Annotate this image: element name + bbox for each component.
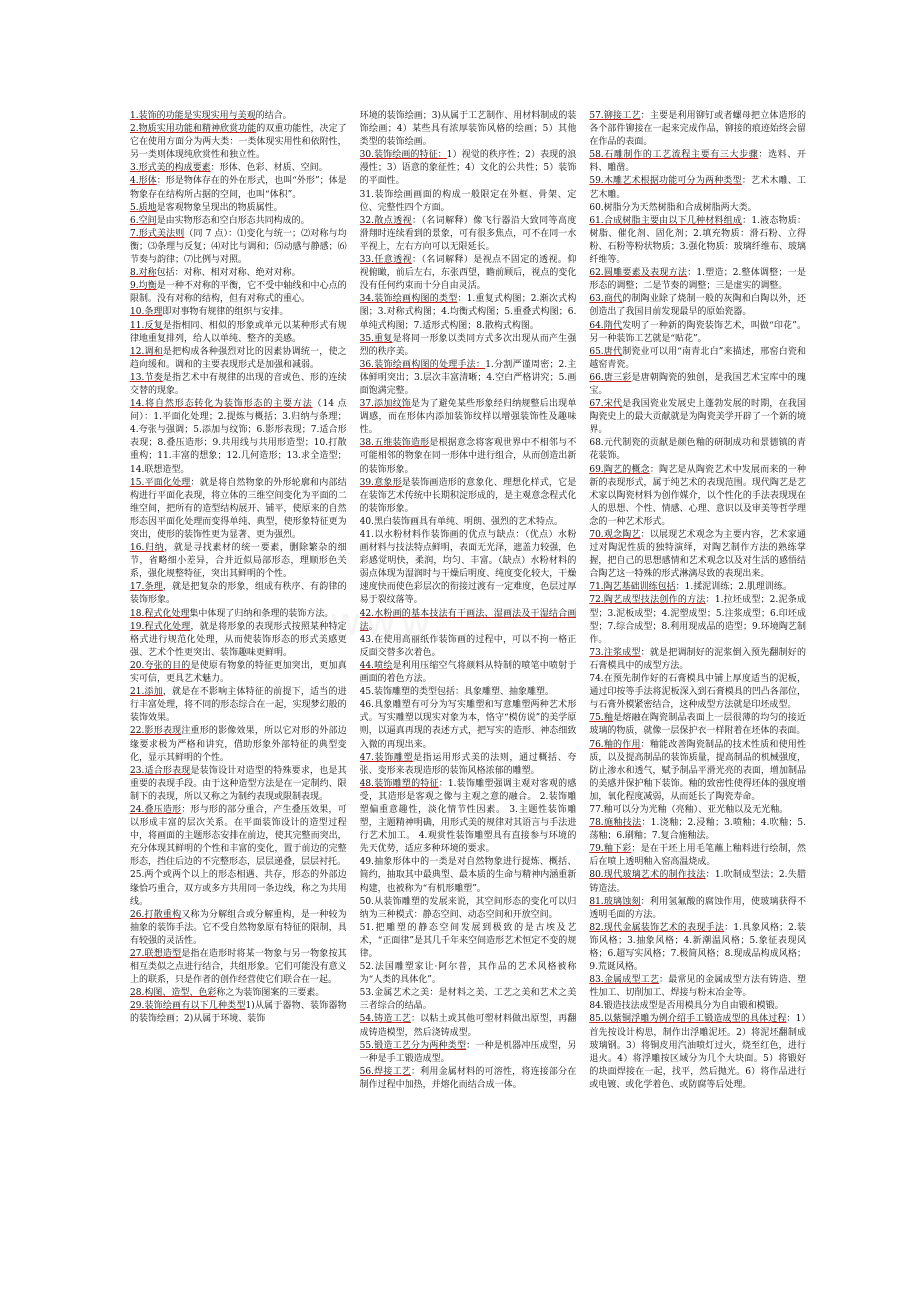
paragraph-heading: 13.节奏 [130,372,163,383]
paragraph-heading: 10.条理 [130,307,163,318]
paragraph [589,1000,806,1013]
paragraph-heading: 42.水粉画的基本技法有干画法、湿画法及干湿结合画法 [359,608,577,632]
paragraph [130,869,347,908]
paragraph [360,398,577,437]
paragraph [360,987,577,1013]
paragraph [360,293,577,332]
paragraph-text: 环境的装饰绘画；3)从属于工艺制作、用材料制成的装饰绘画；4）某些具有浓厚装饰风格的绘画；5）其他类型的装饰绘画。 [359,111,577,148]
paragraph-text: 是根据意念将客观世界中不相邻与不可能相邻的物象在同一形体中进行组合，从而创造出新的装饰形象。 [359,438,577,475]
paragraph-text: 是装饰画造形的意象化、理想化样式，它是在装饰艺术传统中长期积淀形成的，是主观意念程式化的装饰形象。 [359,477,577,514]
paragraph [589,974,806,1000]
paragraph-heading: 17.条理 [130,582,163,593]
paragraph [130,346,347,372]
paragraph-heading: 47.装饰雕塑 [359,752,414,763]
paragraph-text: （14 点 问）：1.平面化处理；2.提炼与概括；3.归纳与条理；4.夸张与强调；5.添加与纹饰；6.影形表现；7.适合形表现；8.叠压造形；9.共用线与共用形造型；10.打散重构；11.丰富的想象；12.几何造形；13.求全造型；14.联想造型。 [130,399,347,475]
paragraph-text: 包括：对称、相对对称、绝对对称。 [156,268,301,279]
paragraph-heading: 9.均衡 [130,281,157,292]
paragraph-text: 是装饰设计对造型的特殊要求，也是其重要的表现手段。由于这种造型方法是在一定制约、限制下的表现，所以又称之为制约表现或限制表现。 [130,765,347,802]
text-column-left [130,110,347,1260]
paragraph-text: 是一种不对称的平衡，它不受中轴线和中心点的限制。没有对称的结构，但有对称式的重心。 [130,281,347,305]
paragraph-heading: 22.影形表现 [130,726,182,737]
paragraph [130,660,347,686]
paragraph-heading: 18.程式化处理 [130,608,190,619]
paragraph [360,778,577,857]
paragraph-text: 是利用压缩空气将颜料从特制的喷笔中喷射于画面的着色方法。 [359,660,577,685]
paragraph [589,594,806,646]
paragraph-heading: 28.构图、造型、色彩 [130,988,217,999]
paragraph-text: 51.把雕塑的静态空间发展到极致的是古埃及艺术，“正面律”是其几千年来空间造形艺术恒定不变的规律。 [359,922,577,959]
paragraph-text: 是唐朝陶瓷的独创，是我国艺术宝库中的瑰宝。 [589,372,806,396]
paragraph-heading: 23.适合形表现 [130,765,191,776]
paragraph [130,320,347,346]
paragraph [130,306,347,319]
paragraph-text: （同 7 点）：⑴变化与统一；⑵对称与均衡；⑶条理与反复；⑷对比与调和；⑸动感与静感；⑹节奏与韵律；⑺比例与对照。 [130,228,347,266]
paragraph-heading: 27.联想造型 [130,949,182,959]
paragraph-text: 集中体现了归纳和条理的装饰方法。 [189,608,334,619]
paragraph-heading: 79.釉下彩 [589,844,632,855]
paragraph-heading: 11.反复 [130,320,163,331]
paragraph [360,149,577,188]
paragraph-text: 是客观物象呈现出的物质属性。 [156,202,283,213]
paragraph [360,529,577,608]
paragraph [589,110,806,149]
paragraph-text: ：最常见的金属成型方法有铸造、塑性加工、切削加工、焊接与粉末冶金等。 [589,975,806,999]
paragraph-text: ：就是把调制好的泥浆倒入预先翻制好的石膏模具中的成型方法。 [589,647,807,671]
paragraph [589,804,806,817]
paragraph [130,804,347,869]
paragraph-text: 发明了一种新的陶瓷装饰艺术，叫做“印花”。另一种装饰工艺就是“贴花”。 [589,320,806,344]
paragraph-text: 77.釉可以分为光釉（亮釉）、亚光釉以及无光釉。 [589,804,789,815]
paragraph-text: ：利用氢氟酸的腐蚀作用，使玻璃获得不透明毛面的方法。 [589,896,807,920]
paragraph [360,922,577,961]
paragraph-heading: 39.意象形 [359,477,402,488]
paragraph [589,581,806,594]
paragraph-heading: 35.重复 [359,333,393,344]
paragraph-text: 50.从装饰雕塑的发展来说，其空间形态的变化可以归纳为三种模式：静态空间、动态空间和开放空间。 [359,896,577,920]
paragraph [130,725,347,764]
paragraph-text: ：就是将自然物象的外形轮廓和内部结构进行平面化表现，将立体的三维空间变化为平面的二维空间，把所有的造型结构展开、铺平，使原来的自然形态因平面化处理而变得单纯、典型，使形象特征更为突出，使形的装饰性更为显著、更为强烈。 [130,477,347,540]
text-column-right [589,110,806,1260]
paragraph [589,372,806,398]
paragraph [589,293,806,319]
paragraph-text: ：（名词解释）是视点不固定的透视。仰视俯瞰，前后左右，东张西望，瞻前顾后，视点的变化没有任何约束而十分自由灵活。 [359,255,577,292]
paragraph-heading: 21.添加 [130,687,163,698]
paragraph-text: ：1.液态物质：树脂、催化剂、固化剂；2.填充物质：滑石粉、立得粉、石粉等粉状物质；3.强化物质：玻璃纤维布、玻璃纤维等。 [589,215,807,266]
paragraph-heading: 81.玻璃蚀刻 [589,896,641,907]
paragraph [130,765,347,804]
paragraph [130,1000,347,1026]
paragraph-heading: 63.商代 [589,294,623,305]
paragraph [360,1040,577,1066]
paragraph [130,110,347,123]
paragraph [130,372,347,398]
paragraph [360,856,577,895]
paragraph-heading: 1.装饰的功能是实现实用与美观 [130,111,256,121]
paragraph [130,202,347,215]
paragraph [589,464,806,529]
paragraph-text: ，就是将形象的表现形式按照某种特定格式进行规范化处理，从而使装饰形态的形式美感更强、艺术个性更突出、装饰趣味更鲜明。 [130,621,347,658]
paragraph [130,215,347,228]
paragraph-text: 。 [368,621,378,632]
paragraph [360,608,577,634]
paragraph-text: ：形与形的部分重合，产生叠压效果，可以形成丰富的层次关系。在平面装饰设计的造型过程中，将画面的主题形态安排在前边，使其完整而突出，充分体现其鲜明的个性和丰富的变化，置于前边的完整形态，挡住后边的不完整形态，层层递叠，层层衬托。 [130,804,347,868]
paragraph-heading: 29.装饰绘画有以下几种类型 [130,1001,246,1012]
paragraph-text: 41.以水粉材料作装饰画的优点与缺点：（优点）水粉画材料与技法特点鲜明，表面无光泽，遮盖力较强，色彩感觉明快，柔润，均匀、丰富。（缺点）水粉材料的弱点体现为湿润时与干燥后明度、纯度变化较大，干燥速度快而使色彩层次的衔接过渡有一定难度，色层过厚易于裂纹落等。 [359,530,577,606]
paragraph-text: ：艺术木雕、工艺木雕。 [589,176,806,200]
paragraph-text: 是指运用形式美的法则，通过概括、夸张、变形来表现造形的装饰风格浓郁的雕塑。 [359,752,577,776]
paragraph-heading: 8.对称 [130,268,157,279]
paragraph-heading: 4.形体 [130,176,157,187]
paragraph [130,398,347,477]
paragraph [589,346,806,372]
paragraph-text: 称之为装饰图案的三要素。 [216,988,325,999]
paragraph [589,437,806,463]
paragraph [130,948,347,987]
paragraph-heading: 6.空间 [130,215,157,226]
paragraph-heading: 36.装饰绘画构图的处理手法： [359,359,486,370]
paragraph-text: ：1.具象风格；2.装饰风格；3.抽象风格；4.新潮温风格；5.象征表现风格；6.超写实风格；7.极简风格；8.现成品构成风格；9.荒诞风格。 [589,922,807,973]
paragraph-text: ：利用金属材料的可溶性，将连接部分在制作过程中加热，并熔化而结合成一体。 [359,1066,577,1090]
paragraph [130,162,347,175]
paragraph-text: ：（名词解释）像飞行器沿大致同等高度滑翔时连续看到的景象，可有很多焦点，可不在同一水平视上，左右方向可以无限延长。 [359,215,577,252]
paragraph-heading: 2.物质实用功能和精神欣赏功能 [130,124,257,135]
paragraph-heading: 69.陶艺的概念 [589,464,650,475]
paragraph-heading: 67.宋代 [589,399,623,410]
paragraph-text: ：一种是机器冲压成型，另一种是手工锻造成型。 [359,1040,577,1064]
paragraph-text: 45.装饰雕塑的类型包括：具象雕塑、抽象雕塑。 [359,687,554,698]
paragraph-text: 是指在造形时将某一物象与另一物象按其相互类似之点进行结合，共组形象。它们可能没有意义上的联系，只是作者的创作经营使它们联合在一起。 [130,949,347,986]
paragraph [360,254,577,293]
paragraph [589,215,806,267]
paragraph-text: ：1.拉坯成型；2.泥条成型；3.泥板成型；4.泥塑成型；5.注浆成型；6.印坯成型；7.综合成型；8.利用现成品的造型；9.环境陶艺制作。 [589,595,807,645]
paragraph-heading: 37.添加纹饰 [359,399,411,410]
document-page [130,110,806,1260]
paragraph-text: ：形是物体存在的外在形式，也叫“外形”；体是物象存在结构所占据的空间，也叫“体积”。 [130,176,347,200]
paragraph-heading: 38.五维装饰造形 [359,438,430,449]
paragraph [360,896,577,922]
paragraph [130,542,347,581]
paragraph-text: ，就是寻找素材的统一要素，删除繁杂的细节，省略细小差异，合并近似局部形态，理顺形色关系，强化规整特征，突出其鲜明的个性。 [130,543,347,580]
paragraph-text: ：以展现艺术观念为主要内容，艺术家通过对陶泥性质的独特演绎，对陶艺制作方法的熟练掌握，把自己的思想感情和艺术观念以及对生活的感悟结合陶艺这一特殊的形式淋漓尽致的表现出来。 [589,530,807,580]
paragraph-text: ：选料、开料、雕凿。 [589,150,806,174]
paragraph-heading: 75.釉 [589,713,614,724]
paragraph-text: 84.锻造技法成型是否用模具分为自由锻和模锻。 [589,1001,784,1012]
paragraph-heading: 16.归纳 [130,543,165,554]
paragraph [589,320,806,346]
paragraph-heading: 57.铆接工艺 [589,111,641,121]
paragraph-text: 注重形的影像效果，所以它对形的外部边缘要求极为严格和讲究，借助形象外部特征的典型变化，显示其鲜明的个性。 [130,726,347,763]
paragraph-text: ：是在干坯上用毛笔蘸上釉料进行绘制，然后在喷上透明釉入窑高温烧成。 [589,844,806,868]
paragraph [589,647,806,673]
paragraph-text: 53.金属艺术之美：是材料之美、工艺之美和艺术之美三者综合的结晶。 [359,988,577,1012]
paragraph-heading: 76.釉的作用 [589,739,641,750]
paragraph [589,739,806,804]
paragraph [589,529,806,581]
paragraph [360,333,577,359]
paragraph-text: ：1.重复式构图；2.渐次式构图；3.对称式构图；4.均衡式构图；5.重叠式构图；6.单纯式构图；7.适形式构图；8.散构式构图。 [359,294,577,331]
paragraph [130,175,347,201]
paragraph-text: ：主要是利用铆钉或者螺母把立体造形的各个部件铆接在一起来完成作品，铆接的痕迹始终会留在作品的表面。 [589,111,807,148]
paragraph-text: 1）视觉的秩序性；2）表现的浪漫性；3）语意的象征性；4）文化的公共性；5）装饰的平面性。 [359,150,577,187]
paragraph-heading: 65.唐代 [589,346,623,357]
paragraph-heading: 19.程式化处理 [130,621,191,632]
paragraph-text: 49.抽象形体中的一类是对自然物象进行提炼、概括、简约，抽取其中最典型、最本质的生命与精神内涵重新构建，也被称为“有机形雕塑”。 [359,857,577,894]
paragraph-text: 74.在预先制作好的石膏模具中铺上厚度适当的泥板，通过印按等手法将泥板深入到石膏模具的凹凸各部位，与石膏外模紧密结合，这种成型方法就是印坯成型。 [589,674,807,711]
paragraph-text: 1.分割严谨周密；2.主体鲜明突出；3.层次丰富清晰；4.空白严格讲究；5.画面饱满完整。 [359,359,577,396]
paragraph-heading: 44.喷绘 [359,660,393,671]
paragraph [360,477,577,516]
paragraph-text: 68.元代制瓷的贡献是颜色釉的研制成功和景德镇的青花装饰。 [589,438,807,462]
paragraph-text: 是熔融在陶瓷制品表面上一层很薄的均匀的接近玻璃的物质，就像一层保护衣一样附着在坯体的表面。 [589,713,806,737]
paragraph-heading: 24.叠压造形 [130,804,182,815]
paragraph [360,699,577,751]
paragraph-heading: 62.圆雕要素及表现方法 [589,268,688,279]
paragraph-text: 52.法国雕塑家让·阿尔普，其作品的艺术风格被称为“人类的具体化”。 [359,962,577,986]
paragraph [589,202,806,215]
paragraph [589,817,806,843]
paragraph-heading: 70.观念陶艺 [589,530,641,540]
paragraph-heading: 78.施釉技法 [589,818,642,829]
paragraph [130,228,347,267]
paragraph-text: 40.黑白装饰画具有单纯、明朗、强烈的艺术特点。 [359,516,563,527]
paragraph [360,189,577,215]
paragraph [130,608,347,621]
paragraph [589,1013,806,1092]
paragraph [360,961,577,987]
paragraph-heading: 30.装饰绘画的特征： [359,150,447,161]
paragraph-heading: 72.陶艺成型技法创作的方法 [589,595,706,606]
paragraph [360,686,577,699]
paragraph-heading: 55.锻造工艺分为两种类型 [359,1040,467,1051]
paragraph-text: 是指艺术中有规律的出现的音或色、形的连续交替的现象。 [130,372,347,396]
paragraph-text: ，就是把复杂的形象，组成有秩序、有韵律的装饰形象。 [130,582,347,606]
paragraph [360,437,577,476]
paragraph [589,712,806,738]
paragraph-heading: 15.平面化处理 [130,477,191,488]
paragraph-text: 的双重功能性，决定了它在使用方面分为两大类：一类体现实用性和依附性，另一类则体现纯欣赏性和独立性。 [130,124,347,161]
paragraph-text: 是我国瓷业发展史上蓬勃发展的时期，在我国陶瓷史上的最大贡献就是为陶瓷美学开辟了一个新的境界。 [589,399,807,436]
paragraph-text: ，就是在不影响主体特征的前提下，适当的进行丰富处理，将不同的形态综合在一起，实现梦幻般的装饰效果。 [130,687,347,724]
paragraph [360,516,577,529]
paragraph-text: ：1.揉泥训练；2.肌理训练。 [675,582,792,593]
paragraph-text: 又称为分解组合或分解重构，是一种较为抽象的装饰手法。它不受自然物象原有特征的限制，具有较强的灵活性。 [130,909,347,946]
paragraph [130,267,347,280]
paragraph-heading: 32.散点透视 [359,215,412,226]
paragraph-text: 60.树脂分为天然树脂和合成树脂两大类。 [589,202,757,213]
paragraph-text: 是为了避免某些形象经归纳规整后出现单调感，而在形体内添加装饰纹样以增强装饰性及趣味性。 [359,399,577,436]
paragraph-heading: 64.隋代 [589,320,623,331]
paragraph [360,359,577,398]
paragraph-heading: 73.注浆成型 [589,647,641,658]
paragraph [589,673,806,712]
paragraph-heading: 33.任意透视 [359,255,412,266]
paragraph-text: 43.在使用高丽纸作装饰画的过程中，可以不拘一格正反面交替多次着色。 [359,634,577,658]
paragraph-text: ：陶艺是从陶瓷艺术中发展而来的一种新的表现形式，属于纯艺术的表现范围。现代陶艺是艺术家以陶瓷材料为创作媒介，以个性化的手法表现现在人的思想、个性、情感、心理、意识以及审美等哲学理念的一种艺术形式。 [589,464,807,527]
paragraph [589,175,806,201]
paragraph-heading: 66.唐三彩 [589,372,632,383]
paragraph [130,123,347,162]
paragraph-text: 是指相同、相似的形象或单元以某种形式有规律地重复排列，给人以单纯、整齐的美感。 [130,320,347,344]
paragraph-heading: 83.金属成型工艺 [589,975,660,986]
paragraph-text: 25.两个或两个以上的形态相遇、共存，形态的外部边缘恰巧重合，双方或多方共用同一条边线，称之为共用线。 [130,870,347,907]
paragraph-heading: 56.焊接工艺 [359,1066,411,1077]
paragraph-heading: 59.木雕艺术根据功能可分为两种类型 [589,176,742,187]
paragraph [589,843,806,869]
paragraph [589,149,806,175]
paragraph-text: ：1.浇釉；2.浸釉；3.喷釉；4.吹釉；5.荡釉；6.刷釉；7.复合施釉法。 [589,818,806,842]
paragraph-text: 制瓷业可以用“南青北白”来描述，邢窑白瓷和越窑青瓷。 [589,346,806,370]
paragraph-heading: 12.调和 [130,346,163,357]
paragraph-text: 的结合。 [255,111,292,121]
paragraph-text: 是把构成各种强烈对比的因素协调统一，使之趋向缓和。调和的主要表现形式是加强和减弱。 [130,346,347,370]
paragraph-heading: 85.以紫铜浮雕为例介绍手工锻造成型的具体过程 [589,1014,787,1025]
paragraph [589,896,806,922]
paragraph-text: 是使原有物象的特征更加突出，更加真实可信，更具艺术魅力。 [130,660,347,685]
paragraph-text: 1)从属于器物、装饰器物的装饰绘画；2)从属于环境、装饰 [130,1001,347,1025]
paragraph [130,581,347,607]
paragraph-heading: 48.装饰雕塑的特征 [359,778,439,789]
paragraph-heading: 80.现代玻璃艺术的制作技法 [589,870,706,881]
paragraph [360,634,577,660]
paragraph-text: ：形体、色彩、材质、空间。 [210,163,328,174]
paragraph [130,621,347,660]
paragraph-text: ：1.吹制成型法；2.失腊铸造法。 [589,870,806,894]
paragraph-heading: 26.打散重构 [130,909,182,920]
paragraph-text: 即对事物有规律的组织与安排。 [162,307,289,318]
paragraph-text: ：以粘土或其他可塑材料做出原型，再翻成铸造模型，然后浇铸成型。 [359,1014,577,1038]
paragraph-heading: 14.将自然形态转化为装饰形态的主要方法 [130,399,313,410]
paragraph-text: ：1.塑造；2.整体调整；一是形态的调整；二是节奏的调整；三是虚实的调整。 [589,268,807,292]
paragraph-heading: 54.铸造工艺 [359,1014,411,1025]
paragraph-heading: 82.现代金属装饰艺术的表现手法 [589,922,725,933]
paragraph-text: 是由实物形态和空白形态共同构成的。 [156,215,310,226]
paragraph [589,398,806,437]
paragraph [360,215,577,254]
paragraph-heading: 20.夸张的目的 [130,660,191,671]
paragraph [360,110,577,149]
paragraph-text: 46.具象雕塑有可分为写实雕塑和写意雕塑两种艺术形式。写实雕塑以现实对象为本，恪守“模仿说”的美学原则，以逼真再现的表述方式，把写实的造形、神态细致入微的再现出来。 [359,700,577,750]
paragraph-text: 31.装饰绘画画面的构成一般限定在外框、骨架、定位、完整性四个方面。 [359,189,577,213]
paragraph-text: 是将同一形象以类同方式多次出现从而产生强烈的秩序美。 [359,333,577,357]
paragraph-heading: 58.石雕制作的工艺流程主要有三大步骤 [589,150,759,161]
paragraph [130,686,347,725]
paragraph [589,267,806,293]
paragraph-heading: 5.质地 [130,202,157,213]
paragraph [360,660,577,686]
paragraph-text: ：釉能改善陶瓷制品的技术性质和使用性质，以及提高制品的装饰质量，提高制品的机械强度，防止渗水和透气，赋予制品平滑光亮的表面，增加制品的美感并保护釉下装饰。釉的致密性使得坯体的强度增加，氧化程度减弱，从而延长了陶瓷寿命。 [589,739,807,802]
paragraph-heading: 7.形式美法则 [130,228,185,239]
paragraph [360,1066,577,1092]
paragraph [360,1013,577,1039]
paragraph-text: 的制陶业除了烧制一般的灰陶和白陶以外，还创造出了我国目前发现最早的原始瓷器。 [589,294,806,318]
paragraph [130,477,347,542]
paragraph [589,922,806,974]
paragraph [130,909,347,948]
paragraph-heading: 71.陶艺基础训练包括 [589,582,676,593]
paragraph [360,752,577,778]
paragraph [130,987,347,1000]
paragraph-text: ：1.装饰雕塑强调主观对客观的感受，其造形是客观之像与主观之意的融合。 2.装饰雕塑偏重意趣性，淡化情节性因素。 3.主题性装饰雕塑，主题精神明确，用形式美的规律对其语言与手法进行艺术加工。 4.观赏性装饰雕塑具有直接参与环境的先天优势，适应多种环境的要求。 [359,778,577,855]
paragraph [589,869,806,895]
paragraph [130,280,347,306]
paragraph-heading: 61.合成树脂主要由以下几种材料组成 [589,215,743,226]
paragraph-text: ：1）首先按设计构思，制作出浮雕泥坯。2）将泥坯翻制成玻璃钢。3）将铜皮用汽油喷灯过火，烧至红色，进行退火。4）将浮雕按区域分为几个大块面。5）将锻好的块面焊接在一起，找平，然后抛光。6）将作品进行或电镀、或化学着色、或防腐等后处理。 [589,1014,807,1090]
paragraph-heading: 34.装饰绘画构图的类型 [359,294,458,305]
text-column-middle [360,110,577,1260]
paragraph-heading: 3.形式美的构成要素 [130,163,211,174]
